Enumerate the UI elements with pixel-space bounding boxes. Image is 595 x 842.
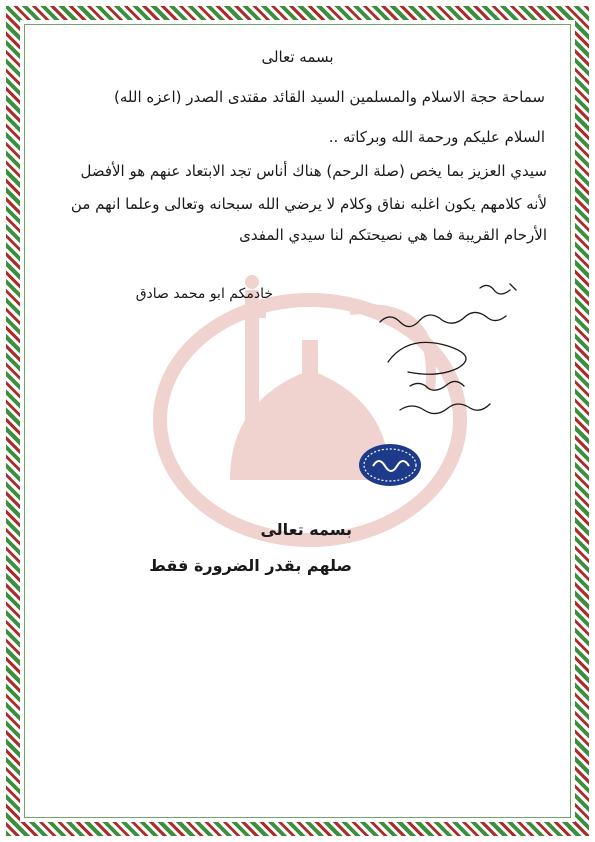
signature-seal-icon	[357, 442, 423, 488]
letter-sender: خادمكم ابو محمد صادق	[135, 286, 273, 302]
letter-body-line-3: الأرحام القريبة فما هي نصيحتكم لنا سيدي المفدى	[239, 226, 547, 244]
reply-basmala: بسمه تعالى	[260, 520, 352, 539]
letter-basmala: بسمه تعالى	[261, 48, 334, 66]
reply-answer: صلهم بقدر الضرورة فقط	[149, 556, 352, 575]
letter-body-line-1: سيدي العزيز بما يخص (صلة الرحم) هناك أناس تجد الابتعاد عنهم هو الأفضل	[80, 162, 547, 180]
handwritten-reply-signature	[360, 270, 540, 430]
letter-addressee: سماحة حجة الاسلام والمسلمين السيد القائد مقتدى الصدر (اعزه الله)	[114, 88, 545, 106]
letter-body-line-2: لأنه كلامهم يكون اغلبه نفاق وكلام لا يرضي الله سبحانه وتعالى وعلما انهم من	[70, 195, 547, 213]
letter-greeting: السلام عليكم ورحمة الله وبركاته ..	[328, 128, 545, 146]
